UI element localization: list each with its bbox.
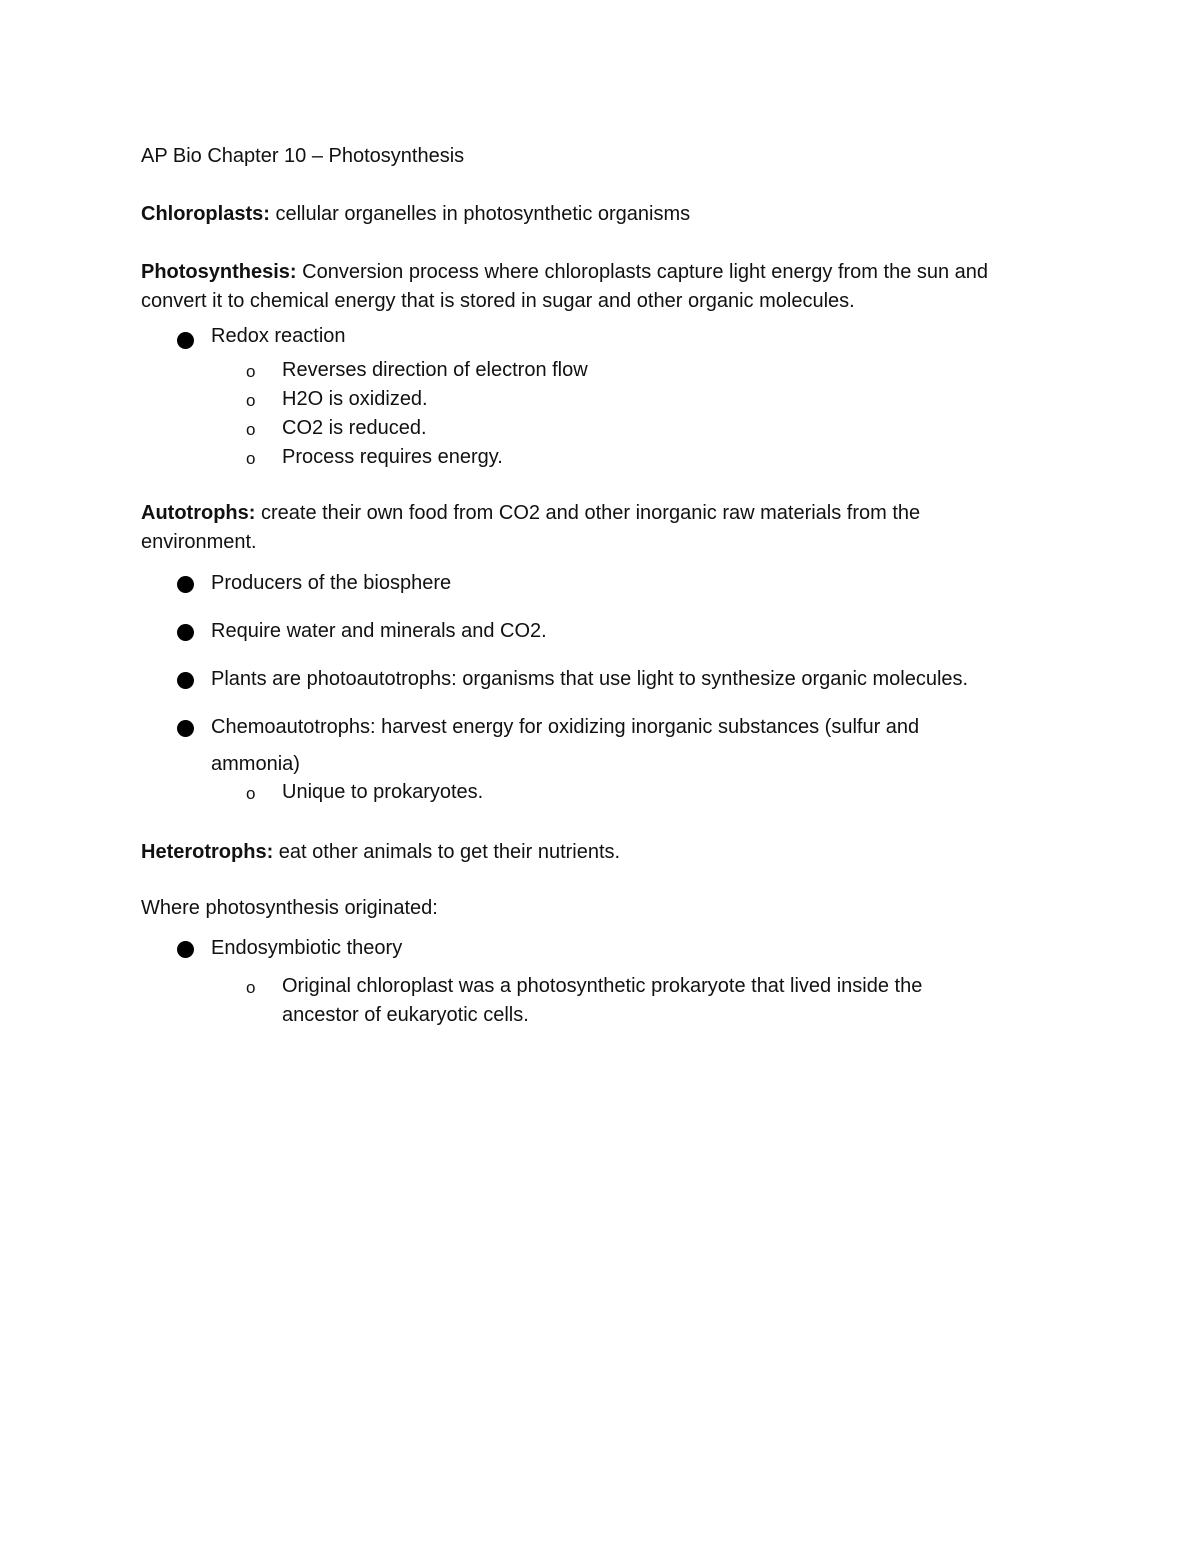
bullet-dot-icon — [177, 672, 194, 689]
bullet-dot-icon — [177, 332, 194, 349]
bullet-dot-icon — [177, 941, 194, 958]
autotrophs-definition-line2: environment. — [141, 531, 257, 553]
list-item: Chemoautotrophs: harvest energy for oxidizing inorganic substances (sulfur and — [211, 716, 920, 738]
heterotrophs-paragraph — [141, 838, 620, 866]
chloroplasts-paragraph — [141, 200, 690, 228]
list-item-continued: ammonia) — [211, 753, 300, 775]
sub-list-item: Unique to prokaryotes. — [282, 781, 484, 803]
bullet-circle-icon: o — [246, 362, 256, 381]
document-title: AP Bio Chapter 10 – Photosynthesis — [141, 145, 465, 167]
chloroplasts-definition: cellular organelles in photosynthetic organisms — [269, 203, 691, 225]
autotrophs-term: Autotrophs: — [141, 502, 256, 524]
bullet-dot-icon — [177, 624, 194, 641]
sub-list-item: Reverses direction of electron flow — [282, 359, 588, 381]
photosynthesis-definition-line1: Conversion process where chloroplasts capture light energy from the sun and — [296, 261, 989, 283]
autotrophs-definition-line1: create their own food from CO2 and other inorganic raw materials from the — [255, 502, 921, 524]
origin-heading: Where photosynthesis originated: — [141, 897, 438, 919]
heterotrophs-definition: eat other animals to get their nutrients. — [273, 841, 621, 863]
photosynthesis-definition-line2: convert it to chemical energy that is stored in sugar and other organic molecules. — [141, 290, 855, 312]
list-item-endosymbiotic: Endosymbiotic theory — [211, 937, 403, 959]
photosynthesis-term: Photosynthesis: — [141, 261, 297, 283]
sub-list-item: Original chloroplast was a photosynthetic prokaryote that lived inside the — [282, 975, 923, 997]
autotrophs-paragraph — [141, 499, 920, 527]
sub-list-item-continued: ancestor of eukaryotic cells. — [282, 1004, 529, 1026]
sub-list-item: CO2 is reduced. — [282, 417, 427, 439]
list-item-redox: Redox reaction — [211, 325, 346, 347]
bullet-circle-icon: o — [246, 391, 256, 410]
bullet-circle-icon: o — [246, 978, 256, 997]
photosynthesis-paragraph — [141, 258, 988, 286]
bullet-dot-icon — [177, 720, 194, 737]
heterotrophs-term: Heterotrophs: — [141, 841, 274, 863]
list-item: Producers of the biosphere — [211, 572, 452, 594]
sub-list-item: Process requires energy. — [282, 446, 503, 468]
bullet-circle-icon: o — [246, 784, 256, 803]
bullet-dot-icon — [177, 576, 194, 593]
list-item: Require water and minerals and CO2. — [211, 620, 547, 642]
chloroplasts-term: Chloroplasts: — [141, 203, 270, 225]
list-item: Plants are photoautotrophs: organisms that use light to synthesize organic molecules. — [211, 668, 969, 690]
sub-list-item: H2O is oxidized. — [282, 388, 428, 410]
bullet-circle-icon: o — [246, 420, 256, 439]
bullet-circle-icon: o — [246, 449, 256, 468]
